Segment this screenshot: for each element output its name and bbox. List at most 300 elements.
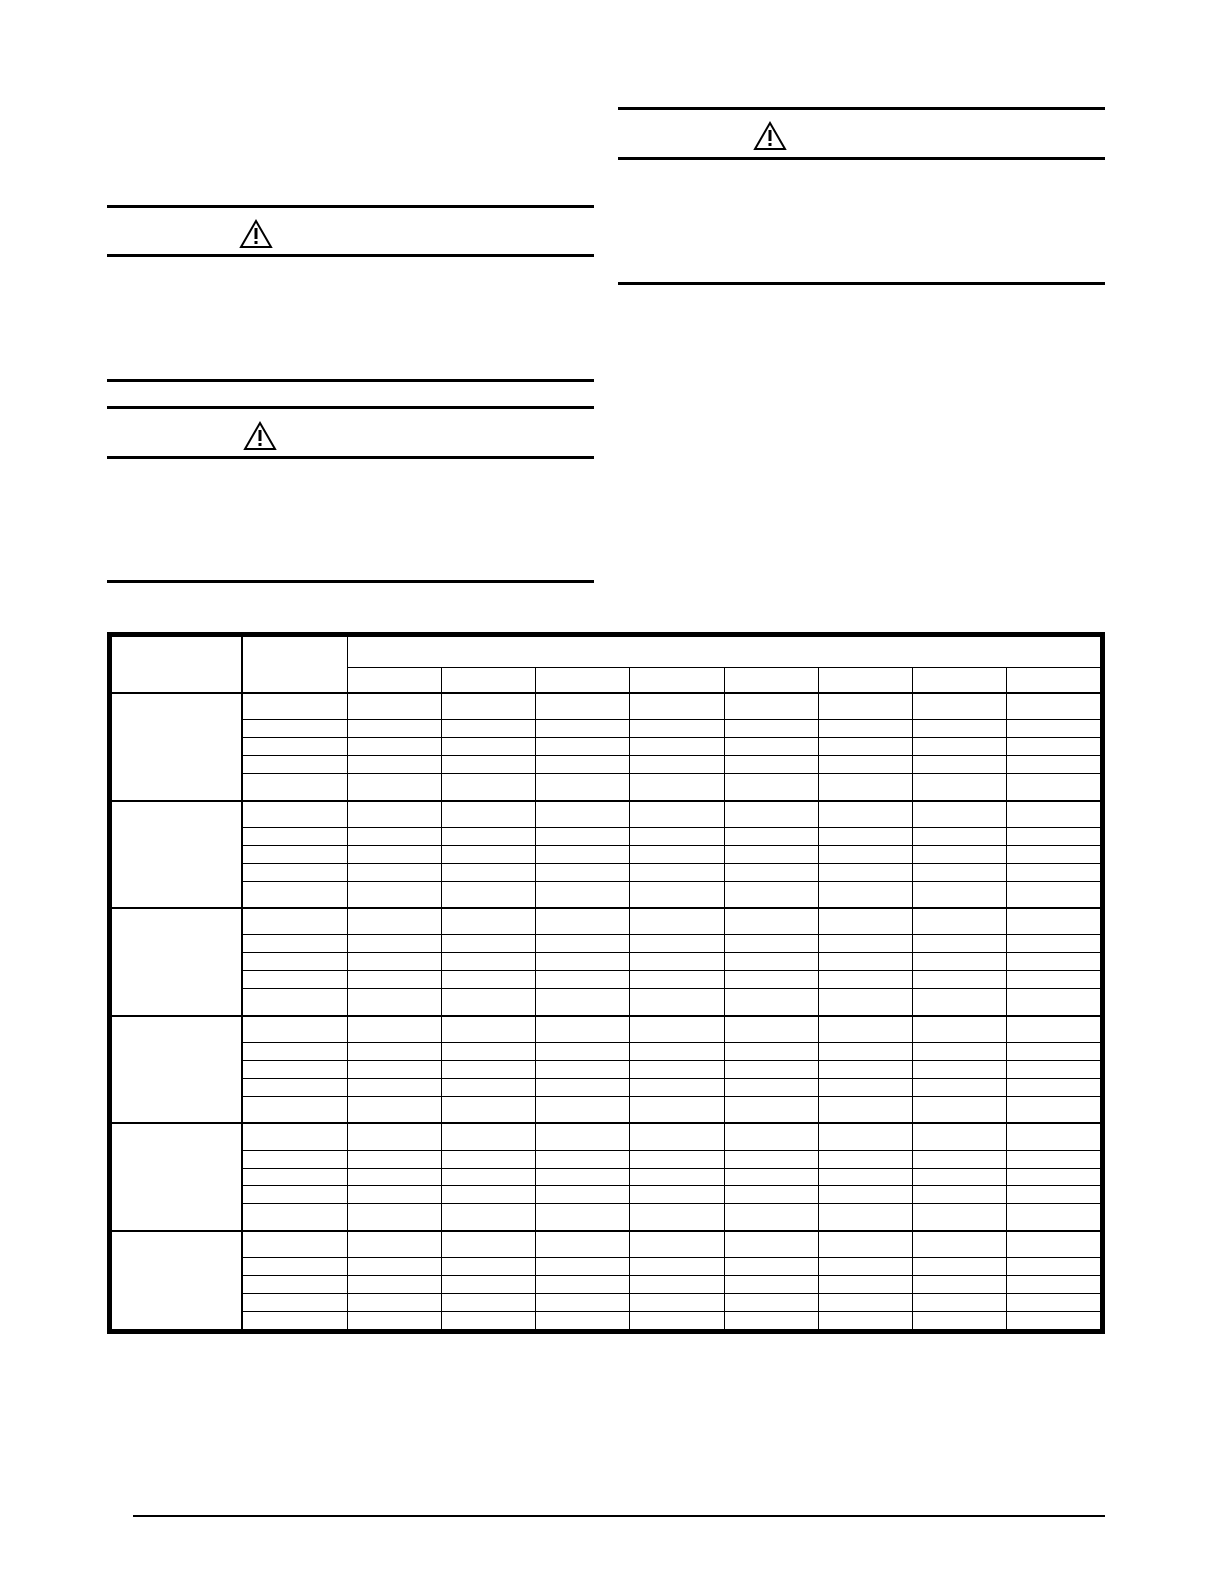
table-cell [818,1016,912,1043]
table-cell [912,953,1006,971]
subgroup-cell [242,1150,348,1168]
table-cell [818,1231,912,1258]
table-cell [1006,1311,1100,1329]
table-row [112,1150,1101,1168]
table-row [112,720,1101,738]
table-cell [724,1204,818,1231]
subgroup-cell [242,774,348,801]
table-cell [442,1293,536,1311]
warning-triangle-icon [753,121,787,151]
table-cell [442,756,536,774]
subgroup-cell [242,845,348,863]
table-cell [818,1060,912,1078]
table-cell [442,1276,536,1294]
table-cell [1006,1043,1100,1061]
table-cell [630,1276,724,1294]
warning-box-1-bottom-rule [107,379,594,382]
table-cell [442,774,536,801]
table-cell [1006,881,1100,908]
table-cell [348,738,442,756]
table-cell [912,1231,1006,1258]
table-row [112,774,1101,801]
table-cell [348,693,442,720]
table-cell [630,1060,724,1078]
warning-box-1-top-rule [107,205,594,208]
table-cell [818,1078,912,1096]
table-cell [818,1150,912,1168]
header-cell-column [630,668,724,694]
table-cell [348,756,442,774]
table-cell [442,908,536,935]
table-row [112,908,1101,935]
table-cell [1006,1258,1100,1276]
table-cell [630,1258,724,1276]
table-cell [1006,738,1100,756]
table-row [112,1276,1101,1294]
table-cell [536,774,630,801]
table-cell [724,1231,818,1258]
table-row [112,845,1101,863]
subgroup-cell [242,1276,348,1294]
table-cell [442,953,536,971]
group-cell [112,908,242,1016]
table-cell [1006,908,1100,935]
table-cell [818,908,912,935]
table-cell [536,1096,630,1123]
table-cell [630,693,724,720]
table-cell [724,1186,818,1204]
table-cell [536,1186,630,1204]
table-cell [724,1311,818,1329]
table-cell [818,720,912,738]
table-cell [536,863,630,881]
subgroup-cell [242,1204,348,1231]
header-cell-column [818,668,912,694]
table-cell [1006,1276,1100,1294]
table-cell [630,720,724,738]
subgroup-cell [242,801,348,828]
table-cell [724,1078,818,1096]
table-row [112,1204,1101,1231]
table-cell [912,693,1006,720]
header-cell-column [536,668,630,694]
table-cell [724,1096,818,1123]
table-cell [536,1276,630,1294]
subgroup-cell [242,1060,348,1078]
subgroup-cell [242,756,348,774]
table-cell [630,1078,724,1096]
table-cell [536,1168,630,1186]
table-cell [818,953,912,971]
table-cell [348,881,442,908]
table-cell [1006,1078,1100,1096]
subgroup-cell [242,693,348,720]
table-cell [912,1078,1006,1096]
table-row [112,1168,1101,1186]
table-cell [818,1311,912,1329]
table-cell [630,1016,724,1043]
table-cell [630,953,724,971]
table-cell [630,971,724,989]
table-cell [912,720,1006,738]
table-row [112,738,1101,756]
table-cell [818,1043,912,1061]
table-cell [348,935,442,953]
table-cell [348,1311,442,1329]
header-cell-subgroup [242,637,348,694]
table-cell [348,1168,442,1186]
subgroup-cell [242,863,348,881]
table-cell [348,1150,442,1168]
table-cell [912,935,1006,953]
table-cell [536,1231,630,1258]
group-cell [112,1016,242,1124]
table-cell [724,989,818,1016]
table-row [112,1231,1101,1258]
table-cell [912,1123,1006,1150]
header-cell-column [724,668,818,694]
table-cell [1006,1204,1100,1231]
header-cell-group [112,637,242,694]
header-cell-column [912,668,1006,694]
table-row [112,935,1101,953]
table-cell [536,971,630,989]
table-cell [348,1043,442,1061]
table-cell [536,1123,630,1150]
table-cell [348,908,442,935]
table-cell [536,1311,630,1329]
table-cell [630,774,724,801]
table-cell [818,1186,912,1204]
table-cell [724,1150,818,1168]
table-cell [912,1168,1006,1186]
table-row [112,827,1101,845]
table-cell [442,935,536,953]
table-cell [818,756,912,774]
table-cell [724,935,818,953]
table-cell [818,971,912,989]
table-cell [724,1168,818,1186]
table-cell [912,1016,1006,1043]
subgroup-cell [242,935,348,953]
table-cell [1006,1186,1100,1204]
table-cell [442,1186,536,1204]
table-cell [348,1060,442,1078]
table-cell [536,1043,630,1061]
table-row [112,1043,1101,1061]
subgroup-cell [242,989,348,1016]
table-cell [442,1123,536,1150]
table-cell [536,1150,630,1168]
table-row [112,1096,1101,1123]
warning-box-2-top-rule [107,406,594,409]
table-cell [912,774,1006,801]
table-cell [912,1293,1006,1311]
table-cell [442,1258,536,1276]
subgroup-cell [242,908,348,935]
table-cell [348,1276,442,1294]
table-cell [442,1043,536,1061]
table-row [112,1078,1101,1096]
table-cell [912,971,1006,989]
table-cell [536,908,630,935]
table-cell [912,801,1006,828]
table-cell [348,827,442,845]
table-cell [818,1123,912,1150]
table-cell [536,1258,630,1276]
table-cell [724,1060,818,1078]
subgroup-cell [242,1123,348,1150]
table-cell [724,881,818,908]
table-cell [630,827,724,845]
table-cell [630,1096,724,1123]
table-cell [442,693,536,720]
table-cell [1006,845,1100,863]
warning-box-3-bottom-rule [618,282,1105,285]
table-cell [912,1276,1006,1294]
table-cell [1006,1016,1100,1043]
group-cell [112,1123,242,1231]
warning-triangle-icon [243,421,277,451]
table-cell [536,989,630,1016]
table-cell [724,693,818,720]
table-cell [442,971,536,989]
header-cell-column [348,668,442,694]
table-cell [630,1231,724,1258]
table-cell [536,1016,630,1043]
header-cell-column [1006,668,1100,694]
table-cell [536,756,630,774]
table-row [112,971,1101,989]
table-cell [724,845,818,863]
table-cell [724,801,818,828]
table-cell [536,827,630,845]
table-cell [1006,827,1100,845]
table-cell [912,908,1006,935]
warning-box-1-header-rule [107,254,594,257]
table-cell [630,1150,724,1168]
table-cell [630,908,724,935]
table-cell [348,774,442,801]
table-cell [630,1043,724,1061]
table-cell [442,1096,536,1123]
header-cell-column [442,668,536,694]
subgroup-cell [242,1168,348,1186]
table-cell [442,1078,536,1096]
table-cell [818,845,912,863]
table-cell [442,1231,536,1258]
table-cell [442,845,536,863]
subgroup-cell [242,1293,348,1311]
table-cell [536,881,630,908]
table-cell [536,738,630,756]
table-cell [912,756,1006,774]
table-cell [1006,1168,1100,1186]
table-cell [724,953,818,971]
data-table [111,636,1101,1330]
table-cell [1006,801,1100,828]
table-cell [348,989,442,1016]
table-cell [348,1258,442,1276]
subgroup-cell [242,971,348,989]
table-cell [818,1168,912,1186]
table-cell [536,693,630,720]
table-cell [536,845,630,863]
table-cell [818,935,912,953]
table-cell [442,1150,536,1168]
table-cell [912,1096,1006,1123]
table-cell [724,1293,818,1311]
table-cell [348,953,442,971]
table-cell [348,1123,442,1150]
table-cell [536,953,630,971]
table-cell [724,774,818,801]
table-cell [724,720,818,738]
subgroup-cell [242,720,348,738]
table-cell [442,1204,536,1231]
table-cell [348,1204,442,1231]
subgroup-cell [242,1043,348,1061]
table-cell [348,801,442,828]
table-cell [818,738,912,756]
table-header-row [112,637,1101,668]
table-cell [912,989,1006,1016]
table-cell [724,756,818,774]
table-row [112,1293,1101,1311]
table-cell [630,738,724,756]
table-cell [630,1311,724,1329]
table-cell [630,863,724,881]
subgroup-cell [242,1078,348,1096]
table-row [112,863,1101,881]
table-row [112,693,1101,720]
table-cell [724,827,818,845]
table-cell [724,1258,818,1276]
table-cell [724,1016,818,1043]
subgroup-cell [242,881,348,908]
table-cell [348,845,442,863]
table-cell [1006,953,1100,971]
table-cell [818,989,912,1016]
table-cell [1006,693,1100,720]
data-table-frame [107,632,1105,1334]
table-cell [630,881,724,908]
table-cell [348,1231,442,1258]
table-row [112,801,1101,828]
table-cell [630,801,724,828]
table-cell [348,1293,442,1311]
table-cell [442,881,536,908]
table-row [112,953,1101,971]
table-cell [724,971,818,989]
table-cell [536,720,630,738]
table-cell [724,1123,818,1150]
table-cell [818,693,912,720]
table-row [112,1016,1101,1043]
table-cell [348,1016,442,1043]
table-cell [536,801,630,828]
table-row [112,1060,1101,1078]
table-cell [536,935,630,953]
table-cell [630,1186,724,1204]
group-cell [112,801,242,909]
table-cell [442,801,536,828]
table-cell [1006,756,1100,774]
table-cell [912,1150,1006,1168]
table-cell [912,827,1006,845]
table-cell [912,1060,1006,1078]
table-row [112,756,1101,774]
table-cell [1006,1096,1100,1123]
table-cell [1006,989,1100,1016]
table-cell [348,971,442,989]
table-cell [630,756,724,774]
table-cell [912,1204,1006,1231]
table-cell [818,1293,912,1311]
table-row [112,1311,1101,1329]
table-cell [442,1168,536,1186]
table-cell [630,1293,724,1311]
table-row [112,1258,1101,1276]
table-cell [818,801,912,828]
table-row [112,881,1101,908]
table-cell [818,881,912,908]
table-cell [1006,935,1100,953]
table-cell [442,720,536,738]
table-cell [1006,863,1100,881]
table-cell [818,774,912,801]
table-cell [912,1043,1006,1061]
subgroup-cell [242,953,348,971]
table-cell [1006,1060,1100,1078]
header-cell-span [348,637,1101,668]
table-cell [724,738,818,756]
table-cell [630,845,724,863]
table-cell [912,1186,1006,1204]
table-cell [1006,1231,1100,1258]
table-cell [912,1258,1006,1276]
table-cell [724,1276,818,1294]
table-cell [442,1311,536,1329]
subgroup-cell [242,1016,348,1043]
table-cell [442,989,536,1016]
table-cell [630,1168,724,1186]
table-row [112,989,1101,1016]
table-cell [630,989,724,1016]
table-cell [348,1186,442,1204]
subgroup-cell [242,1311,348,1329]
table-cell [348,720,442,738]
table-cell [1006,720,1100,738]
table-cell [1006,1293,1100,1311]
subgroup-cell [242,1186,348,1204]
table-cell [1006,1123,1100,1150]
table-cell [1006,971,1100,989]
table-cell [724,1043,818,1061]
table-cell [348,1078,442,1096]
subgroup-cell [242,1258,348,1276]
table-cell [818,1096,912,1123]
footer-rule [133,1515,1105,1517]
subgroup-cell [242,1231,348,1258]
table-cell [818,1258,912,1276]
table-cell [442,1016,536,1043]
table-cell [630,935,724,953]
table-cell [536,1078,630,1096]
table-cell [1006,1150,1100,1168]
table-cell [724,908,818,935]
table-cell [442,1060,536,1078]
